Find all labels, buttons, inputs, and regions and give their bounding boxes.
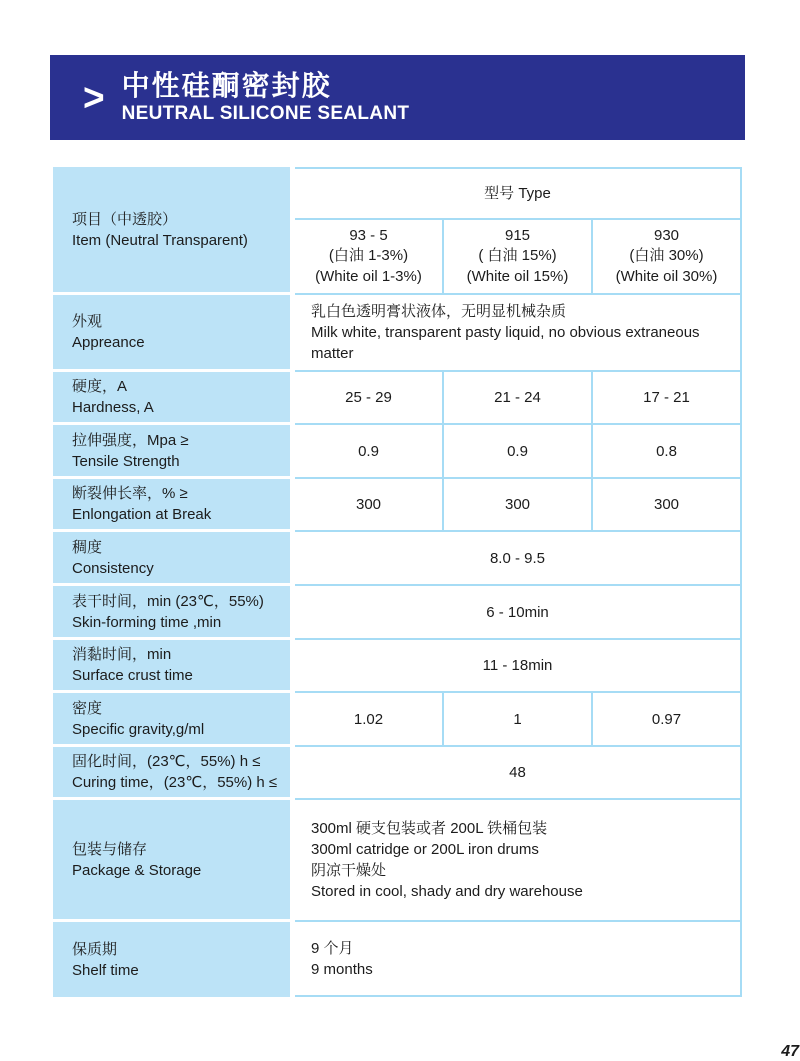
row-label-en: Shelf time	[72, 961, 139, 979]
row-label-zh: 固化时间，(23℃，55%) h ≤	[72, 753, 261, 770]
row-label	[53, 372, 290, 425]
chevron-icon: >	[83, 75, 105, 120]
type-column-930	[591, 220, 740, 293]
type-column-93-5	[295, 220, 442, 293]
page-title-zh: 中性硅酮密封胶	[121, 69, 332, 101]
row-label-zh: 外观	[72, 313, 103, 330]
value-line-en: Milk white, transparent pasty liquid, no obvious extraneous matter	[311, 324, 700, 362]
row-label	[53, 532, 290, 586]
value-cell: 1	[442, 693, 591, 745]
row-value: 48	[295, 747, 742, 800]
row-label	[53, 586, 290, 640]
type-oil-en: (White oil 15%)	[466, 267, 569, 285]
type-name: 930	[653, 227, 680, 245]
table-row-consistency	[53, 532, 742, 586]
value-cell: 21 - 24	[442, 372, 591, 423]
value-line: 300ml 硬支包装或者 200L 铁桶包装	[311, 820, 548, 837]
item-header-en: Item (Neutral Transparent)	[72, 231, 248, 249]
type-header-area	[295, 167, 742, 295]
row-label	[53, 425, 290, 479]
table-row-package-storage	[53, 800, 742, 922]
value-line-zh: 乳白色透明膏状液体，无明显机械杂质	[311, 303, 567, 320]
table-row-elongation	[53, 479, 742, 532]
row-values	[295, 425, 742, 479]
row-value	[295, 295, 742, 372]
row-values	[295, 479, 742, 532]
value-line: 300ml catridge or 200L iron drums	[311, 841, 539, 858]
row-label-en: Enlongation at Break	[72, 506, 212, 523]
value-cell: 300	[591, 479, 740, 530]
value-cell: 300	[355, 496, 382, 513]
row-label-zh: 拉伸强度，Mpa ≥	[72, 431, 189, 449]
table-row-tensile-strength	[53, 425, 742, 479]
row-label-en: Appreance	[72, 334, 145, 351]
row-value	[295, 922, 742, 997]
row-label-en: Curing time，(23℃，55%) h ≤	[72, 774, 278, 791]
row-label-en: Consistency	[72, 559, 154, 577]
table-header-row	[53, 167, 742, 295]
row-values	[295, 693, 742, 747]
item-header-cell	[53, 167, 290, 295]
table-row-skin-forming-time	[53, 586, 742, 640]
type-oil-zh: ( 白油 15%)	[478, 247, 557, 265]
row-label-zh: 密度	[72, 699, 103, 717]
value-line: 阴凉干燥处	[311, 862, 387, 879]
page-number: 47	[781, 1043, 799, 1060]
title-banner	[50, 55, 745, 140]
row-label-zh: 消黏时间，min	[72, 646, 172, 663]
row-label-zh: 表干时间，min (23℃，55%)	[72, 592, 264, 610]
row-value: 6 - 10min	[295, 586, 742, 640]
type-column-915	[442, 220, 591, 293]
row-label	[53, 640, 290, 693]
row-label	[53, 295, 290, 372]
type-oil-zh: (白油 30%)	[629, 247, 704, 265]
title-block	[122, 69, 410, 126]
type-oil-en: (White oil 1-3%)	[315, 267, 422, 285]
value-cell: 0.9	[442, 425, 591, 477]
row-label-zh: 包装与储存	[72, 840, 148, 858]
row-label-en: Hardness, A	[72, 399, 154, 416]
table-row-appearance	[53, 295, 742, 372]
row-value: 11 - 18min	[295, 640, 742, 693]
row-label	[53, 693, 290, 747]
item-header-zh: 项目（中透胶）	[72, 210, 178, 228]
value-line-en: 9 months	[311, 960, 373, 978]
row-label-zh: 断裂伸长率，% ≥	[72, 485, 188, 502]
row-label-zh: 硬度，A	[72, 378, 128, 395]
table-row-specific-gravity	[53, 693, 742, 747]
row-value: 8.0 - 9.5	[295, 532, 742, 586]
row-label	[53, 479, 290, 532]
value-cell: 0.8	[591, 425, 740, 477]
row-label-zh: 稠度	[72, 538, 103, 556]
spec-table	[53, 167, 742, 997]
value-cell: 17 - 21	[591, 372, 740, 423]
type-name: 93 - 5	[349, 227, 388, 245]
row-label	[53, 747, 290, 800]
row-label-zh: 保质期	[72, 940, 118, 958]
value-line: Stored in cool, shady and dry warehouse	[311, 883, 583, 900]
type-name: 915	[504, 227, 531, 245]
row-label-en: Package & Storage	[72, 861, 202, 879]
row-value	[295, 800, 742, 922]
table-row-hardness	[53, 372, 742, 425]
value-cell: 0.9	[358, 442, 379, 460]
row-label	[53, 800, 290, 922]
row-label-en: Tensile Strength	[72, 452, 180, 470]
row-values	[295, 372, 742, 425]
row-label-en: Skin-forming time ,min	[72, 613, 222, 631]
type-oil-zh: (白油 1-3%)	[328, 247, 409, 265]
value-line-zh: 9 个月	[311, 939, 354, 957]
type-columns	[295, 220, 740, 293]
page-title-en: NEUTRAL SILICONE SEALANT	[121, 103, 410, 125]
value-cell: 0.97	[591, 693, 740, 745]
row-label-en: Specific gravity,g/ml	[72, 720, 205, 738]
value-cell: 25 - 29	[345, 389, 392, 406]
type-header-cell: 型号 Type	[295, 169, 740, 220]
row-label-en: Surface crust time	[72, 667, 193, 684]
row-label	[53, 922, 290, 997]
type-oil-en: (White oil 30%)	[615, 267, 718, 285]
value-cell: 1.02	[353, 710, 384, 728]
table-row-shelf-time	[53, 922, 742, 997]
value-cell: 300	[442, 479, 591, 530]
table-row-curing-time	[53, 747, 742, 800]
table-row-surface-crust-time	[53, 640, 742, 693]
